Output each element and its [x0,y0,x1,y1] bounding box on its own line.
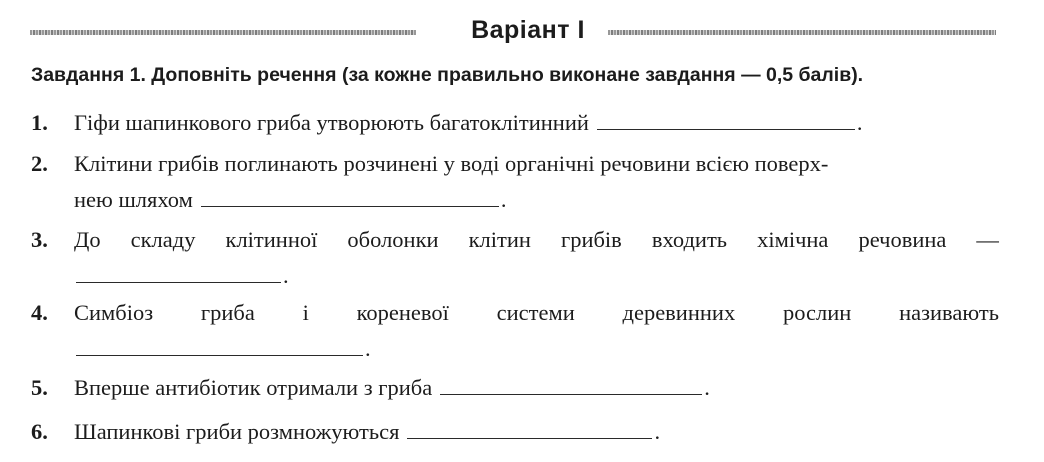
word: До [74,227,101,252]
answer-blank[interactable] [407,414,652,439]
item-text: Вперше антибіотик отримали з гриба [74,375,433,400]
item-end: . [654,419,661,444]
item-end: . [500,187,507,212]
list-item [31,104,1001,144]
item-number: 1. [31,110,48,135]
item-justified-line [74,294,999,331]
word: входить [651,227,728,252]
word: гриба [200,300,255,325]
item-number: 3. [31,227,48,252]
item-text: Шапинкові гриби розмножуються [74,419,400,444]
answer-blank[interactable] [76,331,363,356]
item-line [74,369,710,406]
word: і [302,300,309,325]
item-end: . [704,375,710,400]
item-line [74,413,660,450]
variant-title: Варіант I [471,16,585,44]
list-item [31,413,1001,453]
list-item [31,221,1001,296]
word: клітинної [225,227,318,252]
word: системи [496,300,575,325]
item-line [74,104,863,141]
answer-blank[interactable] [76,258,281,283]
answer-blank[interactable] [201,182,499,207]
item-text-continued: нею шляхом [74,187,193,212]
item-end: . [365,336,371,361]
item-number: 4. [31,300,48,325]
item-number: 5. [31,375,48,400]
item-line-2 [74,181,506,218]
word: клітин [468,227,531,252]
word: — [976,227,999,252]
word: називають [899,300,999,325]
list-item [31,145,1001,220]
word: рослин [782,300,852,325]
item-number: 6. [31,419,48,444]
item-text: Клітини грибів поглинають розчинені у воді органічні речовини всією поверх- [74,151,829,176]
item-text: Гіфи шапинкового гриба утворюють багатоклітинний [74,110,589,135]
word: речовина [858,227,947,252]
item-end: . [283,263,289,288]
list-item [31,369,1001,409]
word: хімічна [757,227,829,252]
item-number: 2. [31,151,48,176]
item-line-2 [74,330,371,367]
word: деревинних [622,300,736,325]
variant-header [30,14,996,50]
word: грибів [560,227,622,252]
word: складу [130,227,196,252]
item-line-2 [74,257,289,294]
task-heading: Завдання 1. Доповніть речення (за кожне правильно виконане завдання — 0,5 балів). [31,64,864,86]
word: кореневої [356,300,449,325]
list-item [31,294,1001,369]
word: оболонки [347,227,439,252]
item-end: . [856,110,863,135]
word: Симбіоз [74,300,154,325]
answer-blank[interactable] [440,370,702,395]
answer-blank[interactable] [597,105,855,130]
decorative-rule-right [608,30,996,35]
item-justified-line [74,221,999,258]
decorative-rule-left [30,30,416,35]
